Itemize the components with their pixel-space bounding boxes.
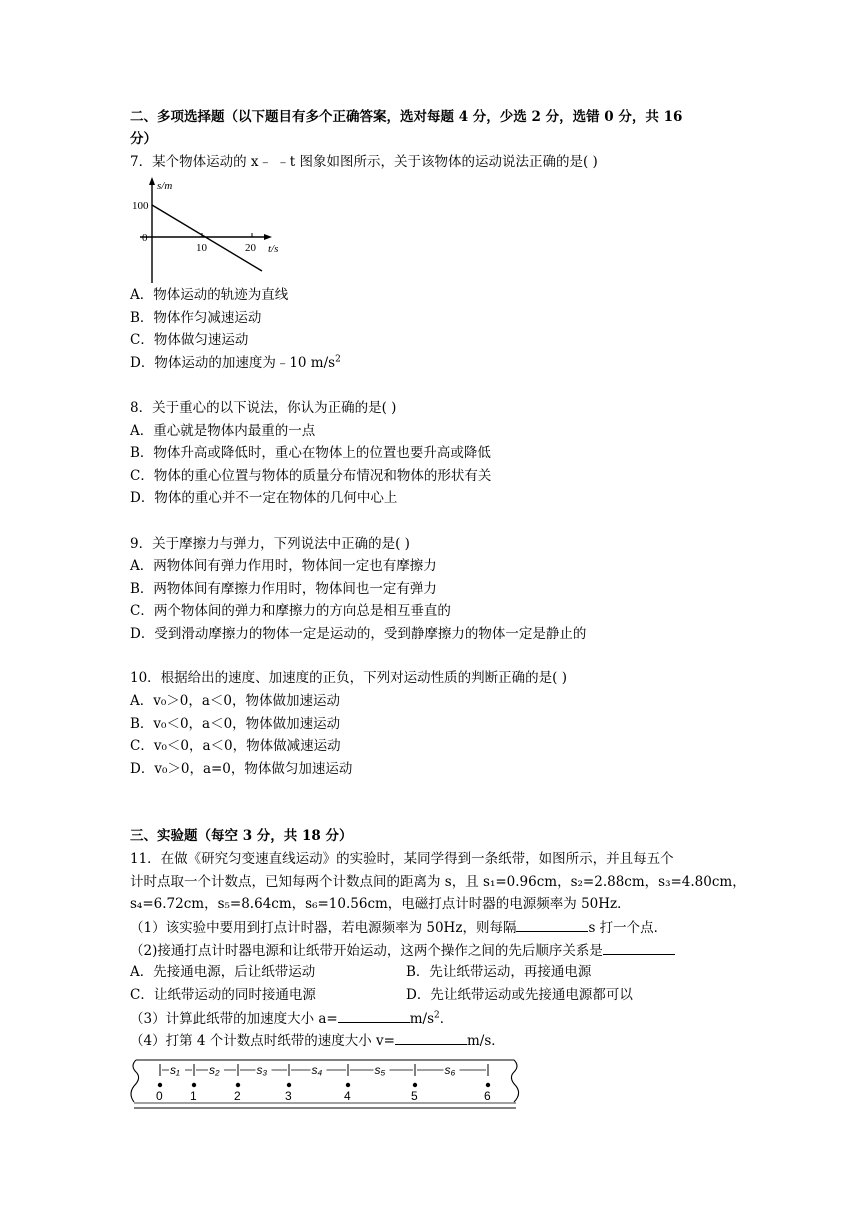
tape-point-6 <box>486 1083 490 1087</box>
q8-option-b: B．物体升高或降低时，重心在物体上的位置也要升高或降低 <box>130 445 491 461</box>
tape-point-4 <box>346 1083 350 1087</box>
q11-part3-unit: m/s <box>409 1011 435 1027</box>
tape-point-label-5: 5 <box>411 1089 418 1103</box>
y-axis-label: s/m <box>157 180 173 192</box>
q7-option-b: B．物体作匀减速运动 <box>130 310 262 326</box>
tape-segment-label-2: s₂ <box>209 1063 220 1077</box>
x-axis-arrow <box>264 234 272 240</box>
section2-heading-line1: 二、多项选择题（以下题目有多个正确答案，选对每题 4 分，少选 2 分，选错 0 分，共 16 <box>130 109 683 125</box>
q7-option-c: C．物体做匀速运动 <box>130 332 249 348</box>
tape-segment-label-4: s₄ <box>311 1063 323 1077</box>
q11-part4 <box>130 1030 505 1051</box>
q9-stem: 9．关于摩擦力与弹力，下列说法中正确的是( ) <box>130 536 410 552</box>
q11-paper-tape-diagram <box>128 1056 528 1114</box>
q11-stem-line1: 11．在做《研究匀变速直线运动》的实验时，某同学得到一条纸带，如图所示，并且每五个 <box>130 851 674 867</box>
q11-part3-end: ． <box>439 1011 454 1027</box>
section2-heading-line2: 分） <box>130 131 157 147</box>
q11-part4-unit: m/s． <box>467 1033 505 1049</box>
q7-st-graph <box>132 175 290 285</box>
q11-stem-line2: 计时点取一个计数点，已知每两个计数点间的距离为 s，且 s₁=0.96cm，s₂=2.88cm，s₃=4.80cm， <box>130 874 746 890</box>
q9-option-b: B．两物体间有摩擦力作用时，物体间也一定有弹力 <box>130 581 437 597</box>
tape-point-3 <box>287 1083 291 1087</box>
tape-point-label-0: 0 <box>156 1089 163 1103</box>
q10-option-a: A．v₀＞0，a＜0，物体做加速运动 <box>130 693 341 709</box>
y-axis-arrow <box>149 177 155 185</box>
q11-part2-blank[interactable] <box>603 940 675 955</box>
q7-option-d-sup: 2 <box>335 354 341 365</box>
q7-stem: 7．某个物体运动的 x﹣ ﹣t 图象如图所示，关于该物体的运动说法正确的是( ) <box>130 154 598 170</box>
q11-part3-text: （3）计算此纸带的加速度大小 a= <box>130 1011 338 1027</box>
tape-left-edge <box>131 1060 139 1102</box>
q11-part3-unit-sup: 2 <box>434 1010 440 1021</box>
tape-segment-label-1: s₁ <box>170 1063 180 1077</box>
tape-point-label-2: 2 <box>234 1089 241 1103</box>
tape-segment-label-6: s₆ <box>444 1063 456 1077</box>
y-tick-label: 100 <box>132 200 149 212</box>
tape-point-2 <box>236 1083 240 1087</box>
q9-option-d: D．受到滑动摩擦力的物体一定是运动的，受到静摩擦力的物体一定是静止的 <box>130 626 587 642</box>
q11-choice-b: B．先让纸带运动，再接通电源 <box>406 964 592 980</box>
q11-part1-text: （1）该实验中要用到打点计时器，若电源频率为 50Hz，则每隔 <box>130 920 517 936</box>
q11-part1 <box>130 917 667 938</box>
q11-choice-a: A．先接通电源，后让纸带运动 <box>130 964 316 980</box>
q9-option-c: C．两个物体间的弹力和摩擦力的方向总是相互垂直的 <box>130 603 451 619</box>
x-tick-label-20: 20 <box>245 242 256 254</box>
tape-point-0 <box>158 1083 162 1087</box>
q11-part4-text: （4）打第 4 个计数点时纸带的速度大小 v= <box>130 1033 395 1049</box>
q11-part1-unit: s 打一个点． <box>588 920 668 936</box>
origin-label: 0 <box>142 232 148 244</box>
q9-option-a: A．两物体间有弹力作用时，物体间一定也有摩擦力 <box>130 558 437 574</box>
q8-option-a: A．重心就是物体内最重的一点 <box>130 423 316 439</box>
q8-stem: 8．关于重心的以下说法，你认为正确的是( ) <box>130 400 397 416</box>
q11-part1-blank[interactable] <box>516 917 588 932</box>
tape-point-label-6: 6 <box>484 1089 491 1103</box>
q10-stem: 10．根据给出的速度、加速度的正负，下列对运动性质的判断正确的是( ) <box>130 670 568 686</box>
tape-segment-label-5: s₅ <box>374 1063 386 1077</box>
tape-point-5 <box>413 1083 417 1087</box>
q11-part2 <box>130 940 675 961</box>
q11-stem-line3: s₄=6.72cm，s₅=8.64cm，s₆=10.56cm，电磁打点计时器的电源频率为 50Hz． <box>130 896 631 912</box>
q11-part2-text: （2)接通打点计时器电源和让纸带开始运动，这两个操作之间的先后顺序关系是 <box>130 943 603 959</box>
section3-heading: 三、实验题（每空 3 分，共 18 分） <box>130 828 353 844</box>
q11-part4-blank[interactable] <box>395 1030 467 1045</box>
q8-option-d: D．物体的重心并不一定在物体的几何中心上 <box>130 490 398 506</box>
q7-option-a: A．物体运动的轨迹为直线 <box>130 287 289 303</box>
tape-point-label-1: 1 <box>190 1089 197 1103</box>
q10-option-c: C．v₀＜0，a＜0，物体做减速运动 <box>130 738 341 754</box>
q11-choice-d: D．先让纸带运动或先接通电源都可以 <box>406 987 633 1003</box>
x-axis-label: t/s <box>268 243 279 255</box>
q10-option-b: B．v₀＜0，a＜0，物体做加速运动 <box>130 716 341 732</box>
q10-option-d: D．v₀＞0，a=0，物体做匀加速运动 <box>130 761 353 777</box>
tape-point-label-4: 4 <box>344 1089 351 1103</box>
tape-segment-label-3: s₃ <box>256 1063 268 1077</box>
q7-option-d-text: D．物体运动的加速度为﹣10 m/s <box>130 355 336 371</box>
tape-point-1 <box>192 1083 196 1087</box>
x-tick-label-10: 10 <box>196 242 207 254</box>
q11-choice-c: C．让纸带运动的同时接通电源 <box>130 987 316 1003</box>
data-line <box>152 205 262 271</box>
q11-part3 <box>130 1008 453 1029</box>
tape-point-label-3: 3 <box>285 1089 292 1103</box>
q11-part3-blank[interactable] <box>338 1008 410 1023</box>
q8-option-c: C．物体的重心位置与物体的质量分布情况和物体的形状有关 <box>130 468 492 484</box>
q7-option-d <box>130 353 341 373</box>
